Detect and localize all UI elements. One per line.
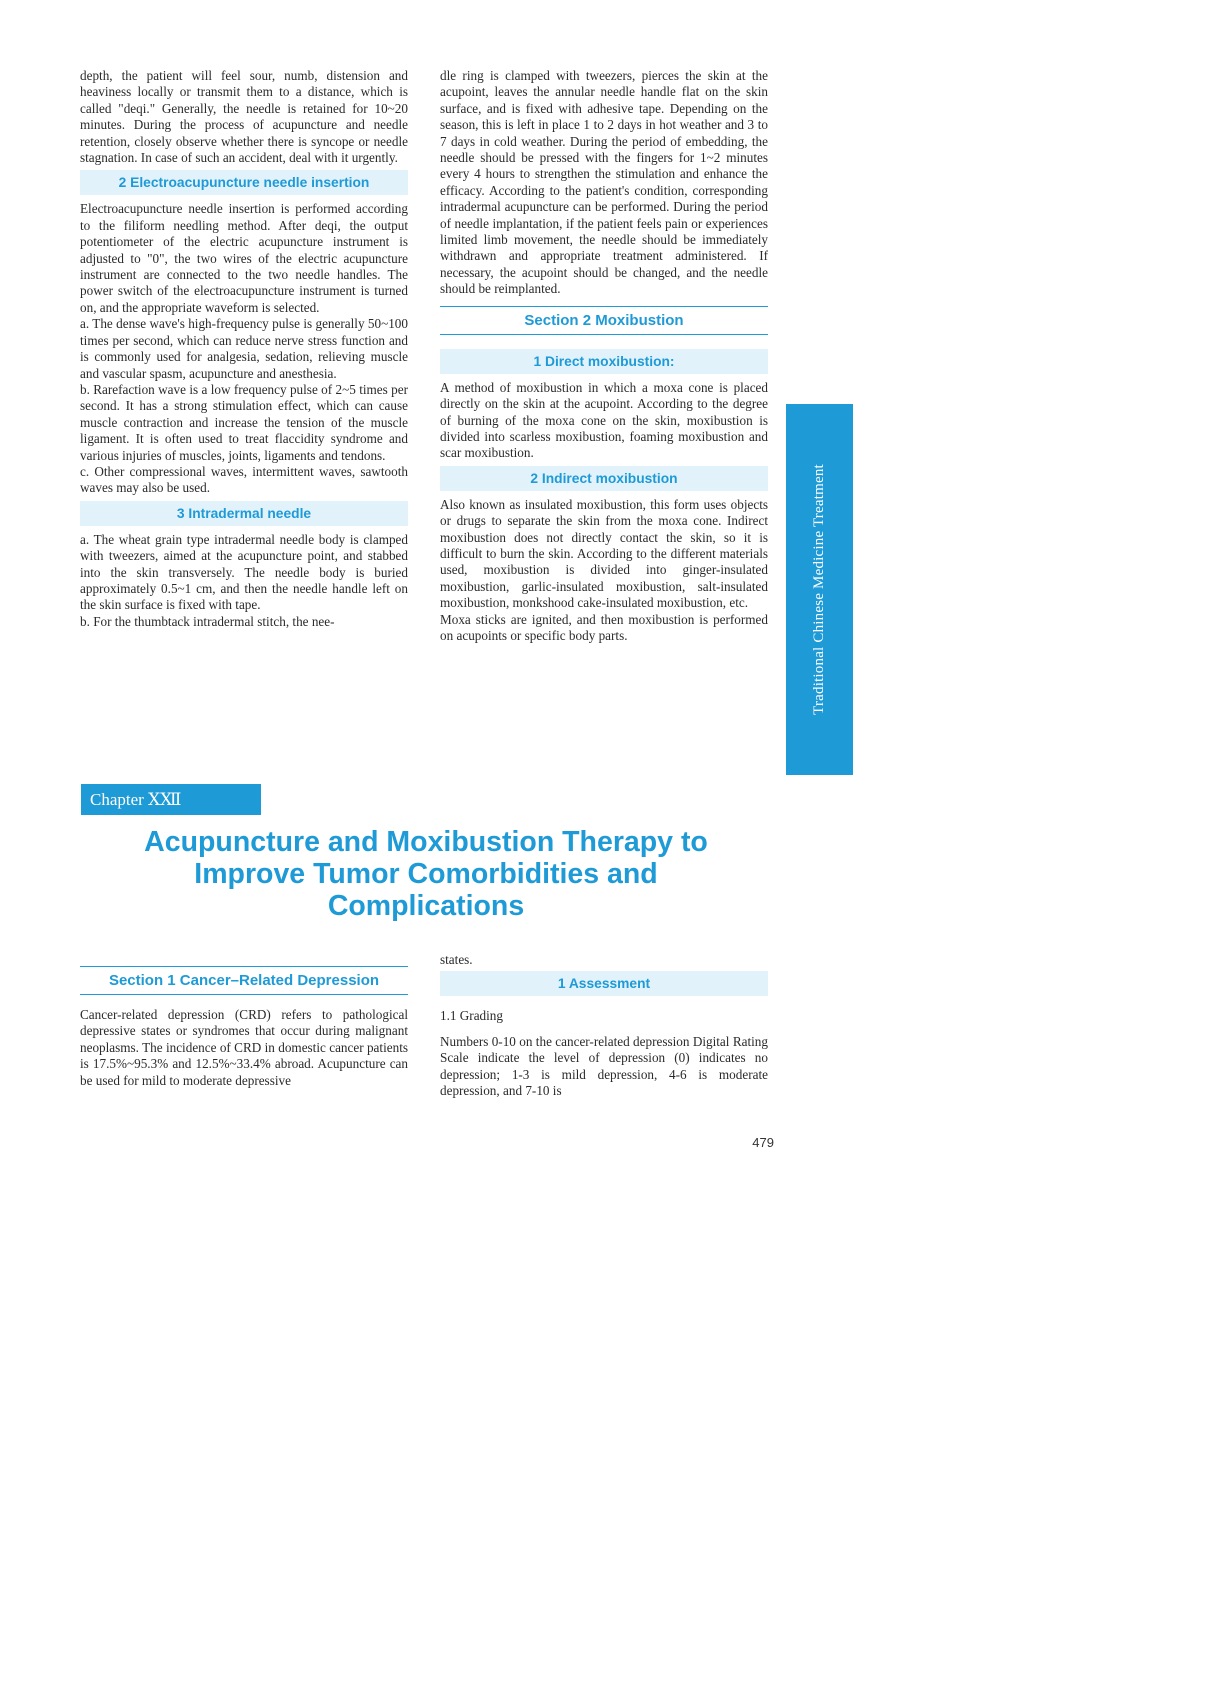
subheading-direct-moxibustion: 1 Direct moxibustion: [440,349,768,374]
page-number: 479 [752,1135,774,1150]
list-item: b. For the thumbtack intradermal stitch, the nee- [80,613,335,629]
paragraph: Numbers 0-10 on the cancer-related depression Digital Rating Scale indicate the level of depression (0) indicates no depression; 1-3 is mild depression, 4-6 is moderate depression, and 7-10 is [440,1033,768,1099]
paragraph: A method of moxibustion in which a moxa cone is placed directly on the skin at the acupoint. According to the degree of burning of the moxa cone on the skin, moxibustion is divided into scarless moxibustion, foaming moxibustion and scar moxibustion. [440,379,768,461]
subheading-assessment: 1 Assessment [440,971,768,996]
chapter-title-line: Complications [327,890,525,922]
side-tab-label: Traditional Chinese Medicine Treatment [811,464,827,715]
chapter-title-line: Improve Tumor Comorbidities and [194,858,658,890]
list-item: b. Rarefaction wave is a low frequency pulse of 2~5 times per second. It has a strong stimulation effect, which can cause muscle contraction and increase the tension of the muscle ligament. It is often used to treat flaccidity syndrome and various injuries of muscles, joints, ligaments and tendons. [80,381,408,463]
paragraph: dle ring is clamped with tweezers, pierces the skin at the acupoint, leaves the annular needle handle flat on the skin surface, and is fixed with adhesive tape. Depending on the season, this is left in place 1 to 2 days in hot weather and 3 to 7 days in cold weather. During the period of embedding, the needle should be pressed with the fingers for 1~2 minutes every 4 hours to strengthen the stimulation and enhance the efficacy. According to the patient's condition, corresponding intradermal acupuncture can be performed. During the period of needle implantation, if the patient feels pain or experiences limited limb movement, the needle should be immediately withdrawn and appropriate treatment administered. If necessary, the acupoint should be changed, and the needle should be reimplanted. [440,68,768,297]
left-column-bottom [80,966,408,1089]
chapter-title [81,826,771,922]
chapter-title-line: Acupuncture and Moxibustion Therapy to [144,826,708,858]
paragraph: depth, the patient will feel sour, numb, distension and heaviness locally or transmit them to a distance, which is called "deqi." Generally, the needle is retained for 10~20 minutes. During the process of acupuncture and needle retention, closely observe whether there is syncope or needle stagnation. In case of such an accident, deal with it urgently. [80,68,408,166]
left-column-top [80,68,408,630]
subheading-intradermal-needle: 3 Intradermal needle [80,501,408,526]
paragraph: Moxa sticks are ignited, and then moxibustion is performed on acupoints or specific body parts. [440,611,768,643]
subsection-title: 1.1 Grading [440,1008,503,1024]
list-item: c. Other compressional waves, intermittent waves, sawtooth waves may also be used. [80,463,408,496]
paragraph: states. [440,952,473,967]
section-title-depression: Section 1 Cancer–Related Depression [80,966,408,995]
subheading-electroacupuncture: 2 Electroacupuncture needle insertion [80,170,408,195]
list-item: a. The dense wave's high-frequency pulse is generally 50~100 times per second, which can reduce nerve stress function and is commonly used for analgesia, sedation, relieving muscle and vascular spasm, acupuncture and anesthesia. [80,316,408,381]
paragraph: Also known as insulated moxibustion, this form uses objects or drugs to separate the skin from the moxa cone. Indirect moxibustion does not directly contact the skin, so it is difficult to burn the skin. According to the different materials used, moxibustion is divided into ginger-insulated moxibustion, garlic-insulated moxibustion, salt-insulated moxibustion, monkshood cake-insulated moxibustion, etc. [440,496,768,611]
side-tab [786,404,853,775]
right-column-bottom [440,952,768,1099]
paragraph: Cancer-related depression (CRD) refers to pathological depressive states or syndromes that occur during malignant neoplasms. The incidence of CRD in domestic cancer patients is 17.5%~95.3% and 12.5%~33.4% abroad. Acupuncture can be used for mild to moderate depressive [80,1007,408,1088]
chapter-tag: Chapter ⅩⅫ [81,784,261,815]
subheading-indirect-moxibustion: 2 Indirect moxibustion [440,466,768,491]
paragraph: Electroacupuncture needle insertion is performed according to the filiform needling method. After deqi, the output potentiometer of the electric acupuncture instrument is adjusted to "0", the two wires of the electric acupuncture instrument are connected to the two needle handles. The power switch of the electroacupuncture instrument is turned on, and the appropriate waveform is selected. [80,201,408,315]
list-item: a. The wheat grain type intradermal needle body is clamped with tweezers, aimed at the acupuncture point, and stabbed into the skin transversely. The needle body is buried approximately 0.5~1 cm, and then the needle handle left on the skin surface is fixed with tape. [80,531,408,613]
right-column-top [440,68,768,644]
section-title-moxibustion: Section 2 Moxibustion [440,306,768,335]
